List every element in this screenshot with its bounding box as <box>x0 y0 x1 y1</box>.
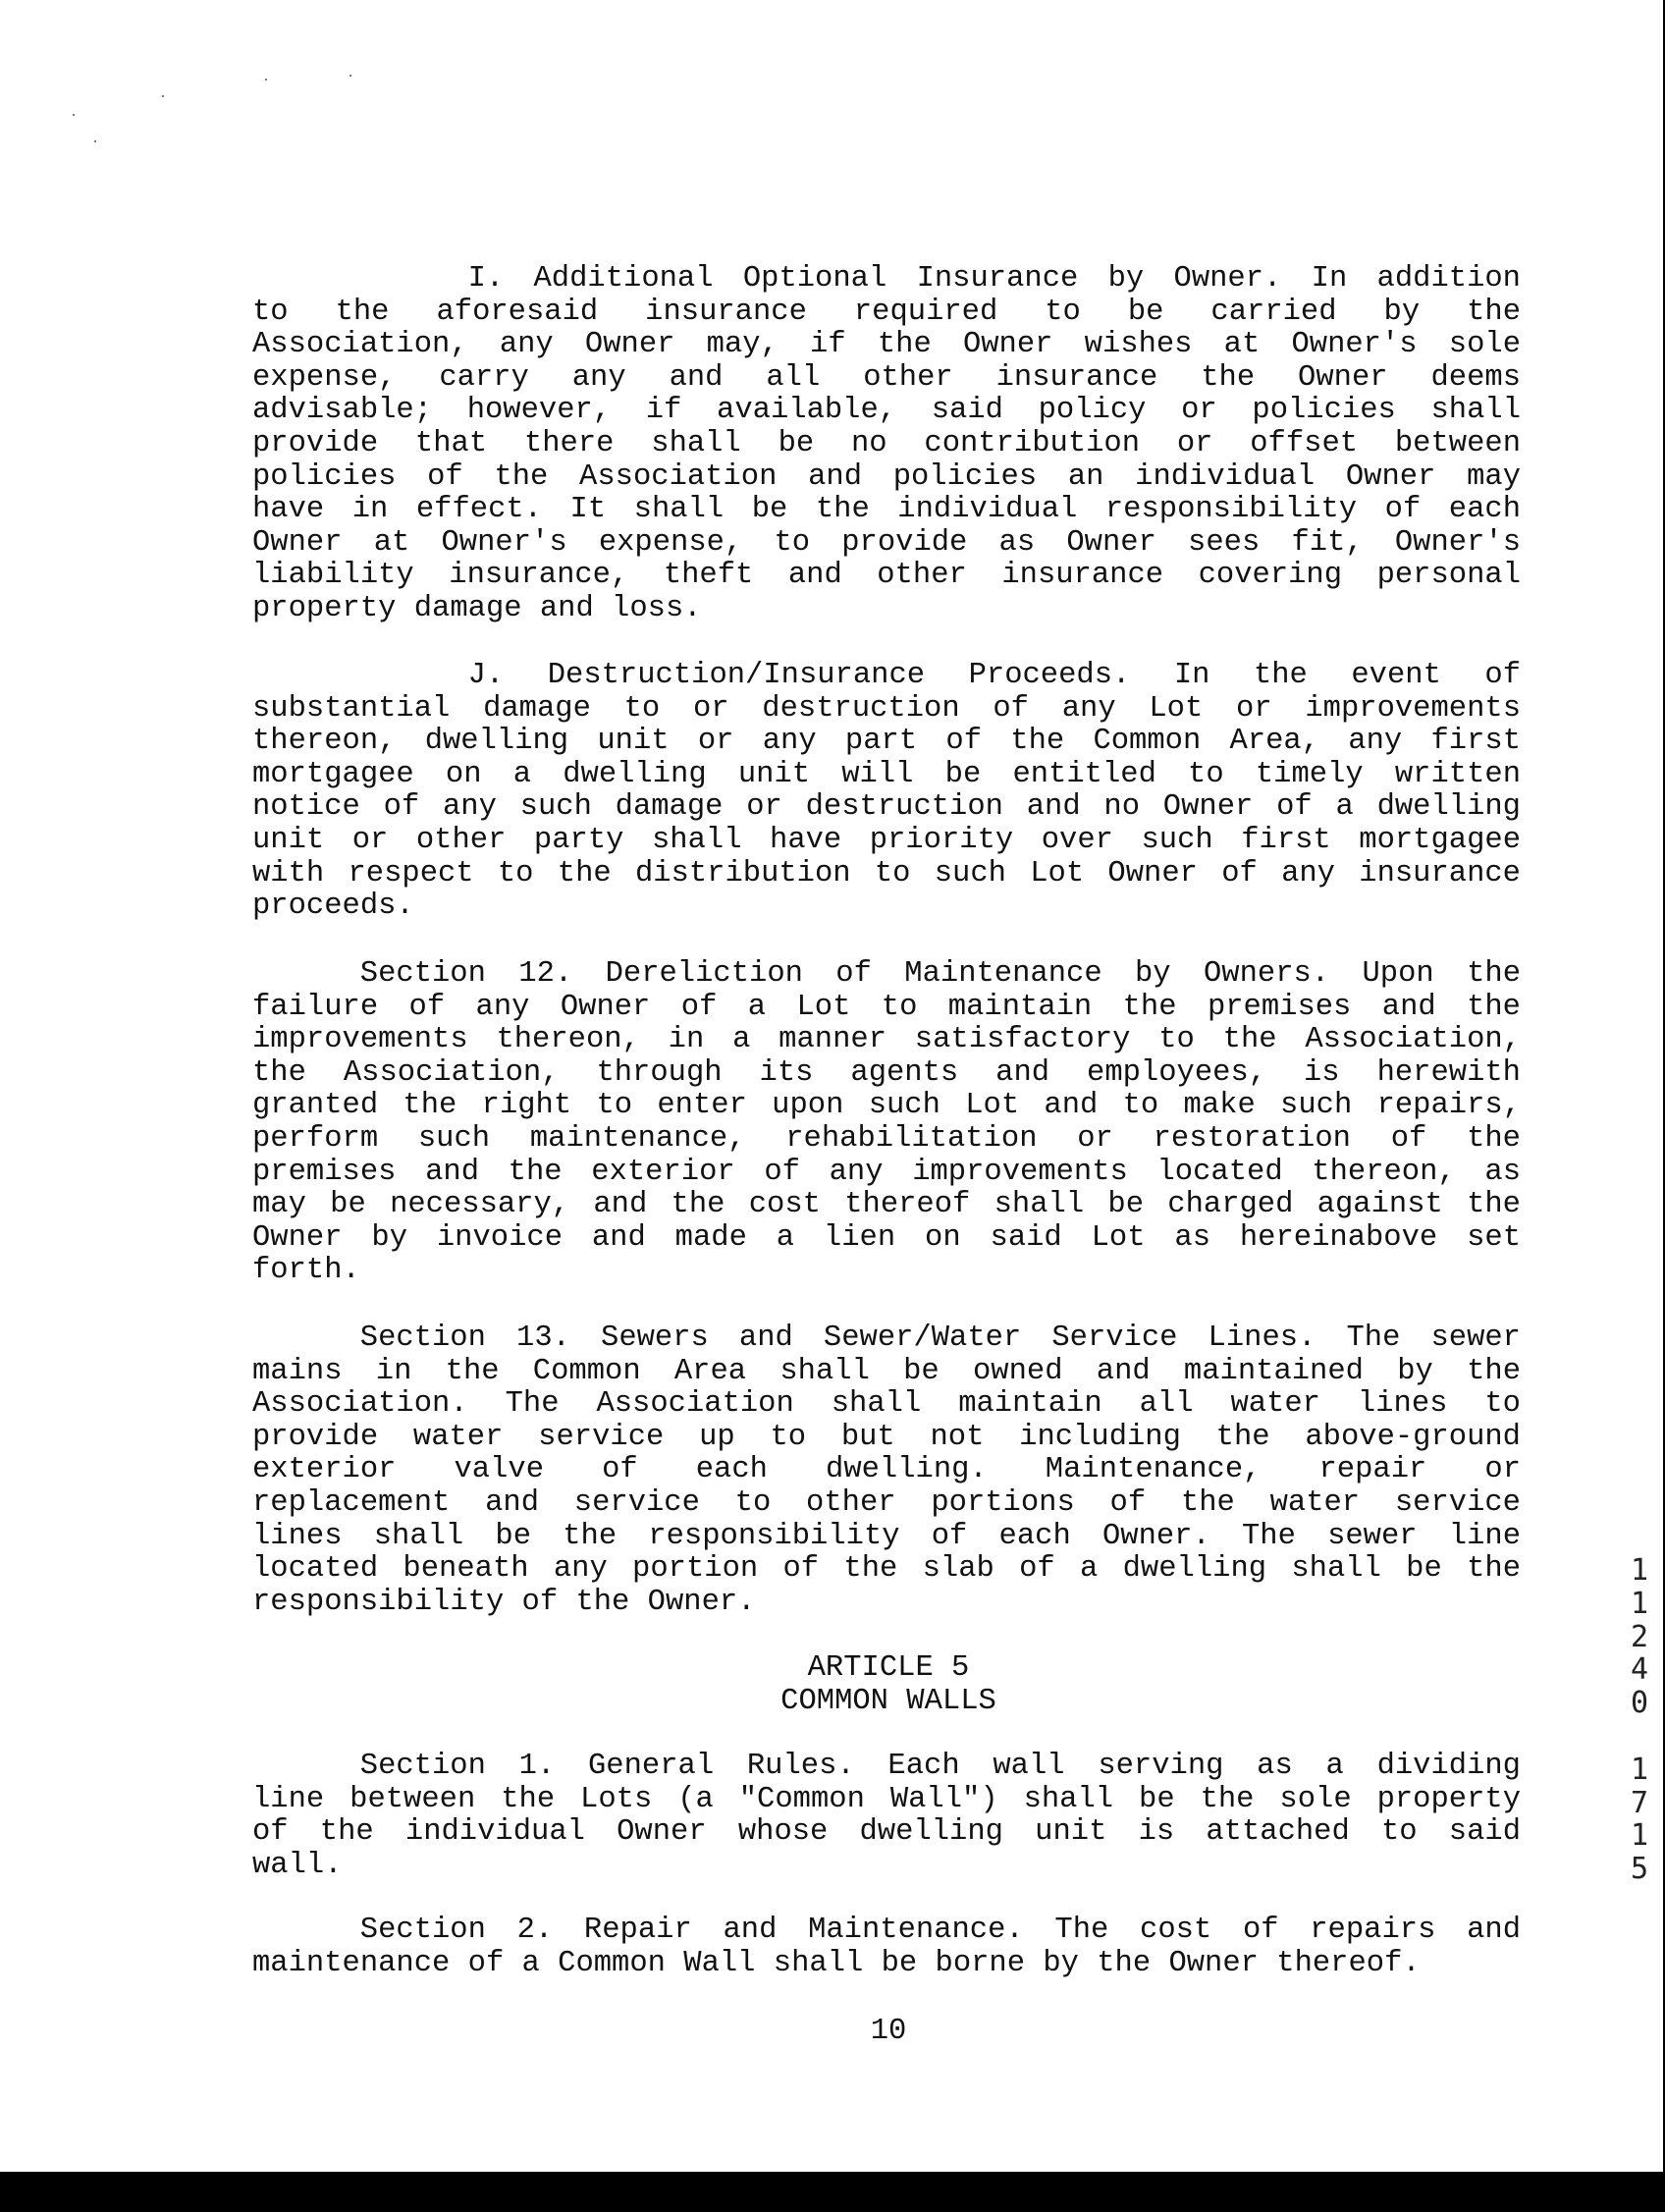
scan-speck <box>162 95 164 97</box>
paragraph-line: lines shall be the responsibility of each Owner. The sewer line <box>252 1519 1521 1553</box>
paragraph-line: Section 12. Dereliction of Maintenance by Owners. Upon the <box>359 957 1521 991</box>
paragraph-line: located beneath any portion of the slab of a dwelling shall be the <box>252 1552 1521 1587</box>
page-number: 10 <box>870 2015 907 2048</box>
paragraph-line: provide water service up to but not including the above-ground <box>252 1420 1521 1454</box>
paragraph-line: granted the right to enter upon such Lot and to make such repairs, <box>252 1089 1521 1123</box>
paragraph-line: liability insurance, theft and other insurance covering personal <box>252 559 1521 593</box>
paragraph-line: the Association, through its agents and employees, is herewith <box>252 1055 1521 1090</box>
paragraph-line: Association, any Owner may, if the Owner wishes at Owner's sole <box>252 328 1521 362</box>
scan-speck <box>265 79 267 81</box>
margin-stamp-digit: 1 <box>1630 1818 1649 1854</box>
paragraph-line: advisable; however, if available, said policy or policies shall <box>252 394 1521 428</box>
paragraph-line: with respect to the distribution to such Lot Owner of any insurance <box>252 856 1521 890</box>
margin-stamp-digit: 0 <box>1630 1686 1649 1721</box>
paragraph-line: provide that there shall be no contribution or offset between <box>252 426 1521 460</box>
paragraph-line: mortgagee on a dwelling unit will be entitled to timely written <box>252 757 1521 791</box>
article-heading-number: ARTICLE 5 <box>807 1651 970 1685</box>
paragraph-article-5-section-2 <box>252 1915 1521 1980</box>
paragraph-line: proceeds. <box>252 890 414 924</box>
scan-speck <box>349 75 351 77</box>
scan-bottom-border <box>0 2172 1665 2212</box>
margin-stamp-digit: 2 <box>1630 1619 1649 1654</box>
paragraph-line: forth. <box>252 1254 360 1288</box>
paragraph-line: thereon, dwelling unit or any part of the Common Area, any first <box>252 725 1521 759</box>
margin-book-page-stamp <box>1625 1554 1654 1886</box>
paragraph-line: mains in the Common Area shall be owned and maintained by the <box>252 1354 1521 1388</box>
paragraph-line: notice of any such damage or destruction and no Owner of a dwelling <box>252 790 1521 825</box>
paragraph-line: replacement and service to other portions of the water service <box>252 1485 1521 1520</box>
article-heading-title: COMMON WALLS <box>780 1685 996 1718</box>
paragraph-line: Owner by invoice and made a lien on said Lot as hereinabove set <box>252 1220 1521 1255</box>
paragraph-line: exterior valve of each dwelling. Maintenance, repair or <box>252 1453 1521 1487</box>
paragraph-line: Association. The Association shall maintain all water lines to <box>252 1387 1521 1422</box>
margin-stamp-digit: 4 <box>1630 1652 1649 1688</box>
paragraph-line: perform such maintenance, rehabilitation or restoration of the <box>252 1121 1521 1156</box>
margin-stamp-digit: 1 <box>1630 1553 1649 1588</box>
paragraph-line: improvements thereon, in a manner satisfactory to the Association, <box>252 1023 1521 1057</box>
paragraph-line: J. Destruction/Insurance Proceeds. In the event of <box>467 659 1521 692</box>
paragraph-line: Owner at Owner's expense, to provide as Owner sees fit, Owner's <box>252 525 1521 560</box>
paragraph-line: substantial damage to or destruction of any Lot or improvements <box>252 691 1521 726</box>
paragraph-line: expense, carry any and all other insurance the Owner deems <box>252 360 1521 395</box>
paragraph-line: may be necessary, and the cost thereof shall be charged against the <box>252 1188 1521 1222</box>
scan-speck <box>73 114 75 116</box>
scan-speck <box>94 140 96 142</box>
paragraph-line: unit or other party shall have priority over such first mortgagee <box>252 823 1521 857</box>
paragraph-line: premises and the exterior of any improvements located thereon, as <box>252 1155 1521 1189</box>
paragraph-line: policies of the Association and policies an individual Owner may <box>252 459 1521 494</box>
paragraph-line: property damage and loss. <box>252 591 702 625</box>
paragraph-section-12-dereliction <box>252 958 1521 1288</box>
margin-stamp-digit: 1 <box>1630 1586 1649 1621</box>
paragraph-line: Section 2. Repair and Maintenance. The cost of repairs and <box>359 1914 1521 1947</box>
margin-stamp-digit: 5 <box>1630 1852 1649 1887</box>
paragraph-line: line between the Lots (a "Common Wall") shall be the sole property <box>252 1782 1521 1816</box>
paragraph-line: of the individual Owner whose dwelling unit is attached to said <box>252 1815 1521 1850</box>
paragraph-insurance-by-owner <box>252 263 1521 626</box>
paragraph-line: to the aforesaid insurance required to be carried by the <box>252 295 1521 329</box>
margin-stamp-digit: 1 <box>1630 1752 1649 1787</box>
paragraph-line: maintenance of a Common Wall shall be borne by the Owner thereof. <box>252 1946 1421 1980</box>
paragraph-article-5-section-1 <box>252 1751 1521 1882</box>
paragraph-line: I. Additional Optional Insurance by Owner. In addition <box>467 262 1521 296</box>
paragraph-line: Section 1. General Rules. Each wall serving as a dividing <box>359 1750 1521 1783</box>
paragraph-line: have in effect. It shall be the individual responsibility of each <box>252 493 1521 527</box>
margin-stamp-digit: 7 <box>1630 1785 1649 1820</box>
paragraph-line: Section 13. Sewers and Sewer/Water Service Lines. The sewer <box>359 1322 1521 1355</box>
margin-stamp-digit <box>1625 1720 1654 1753</box>
paragraph-line: failure of any Owner of a Lot to maintain the premises and the <box>252 990 1521 1024</box>
paragraph-line: wall. <box>252 1848 343 1882</box>
paragraph-destruction-insurance-proceeds <box>252 660 1521 924</box>
paragraph-section-13-sewers <box>252 1322 1521 1619</box>
paragraph-line: responsibility of the Owner. <box>252 1585 756 1619</box>
